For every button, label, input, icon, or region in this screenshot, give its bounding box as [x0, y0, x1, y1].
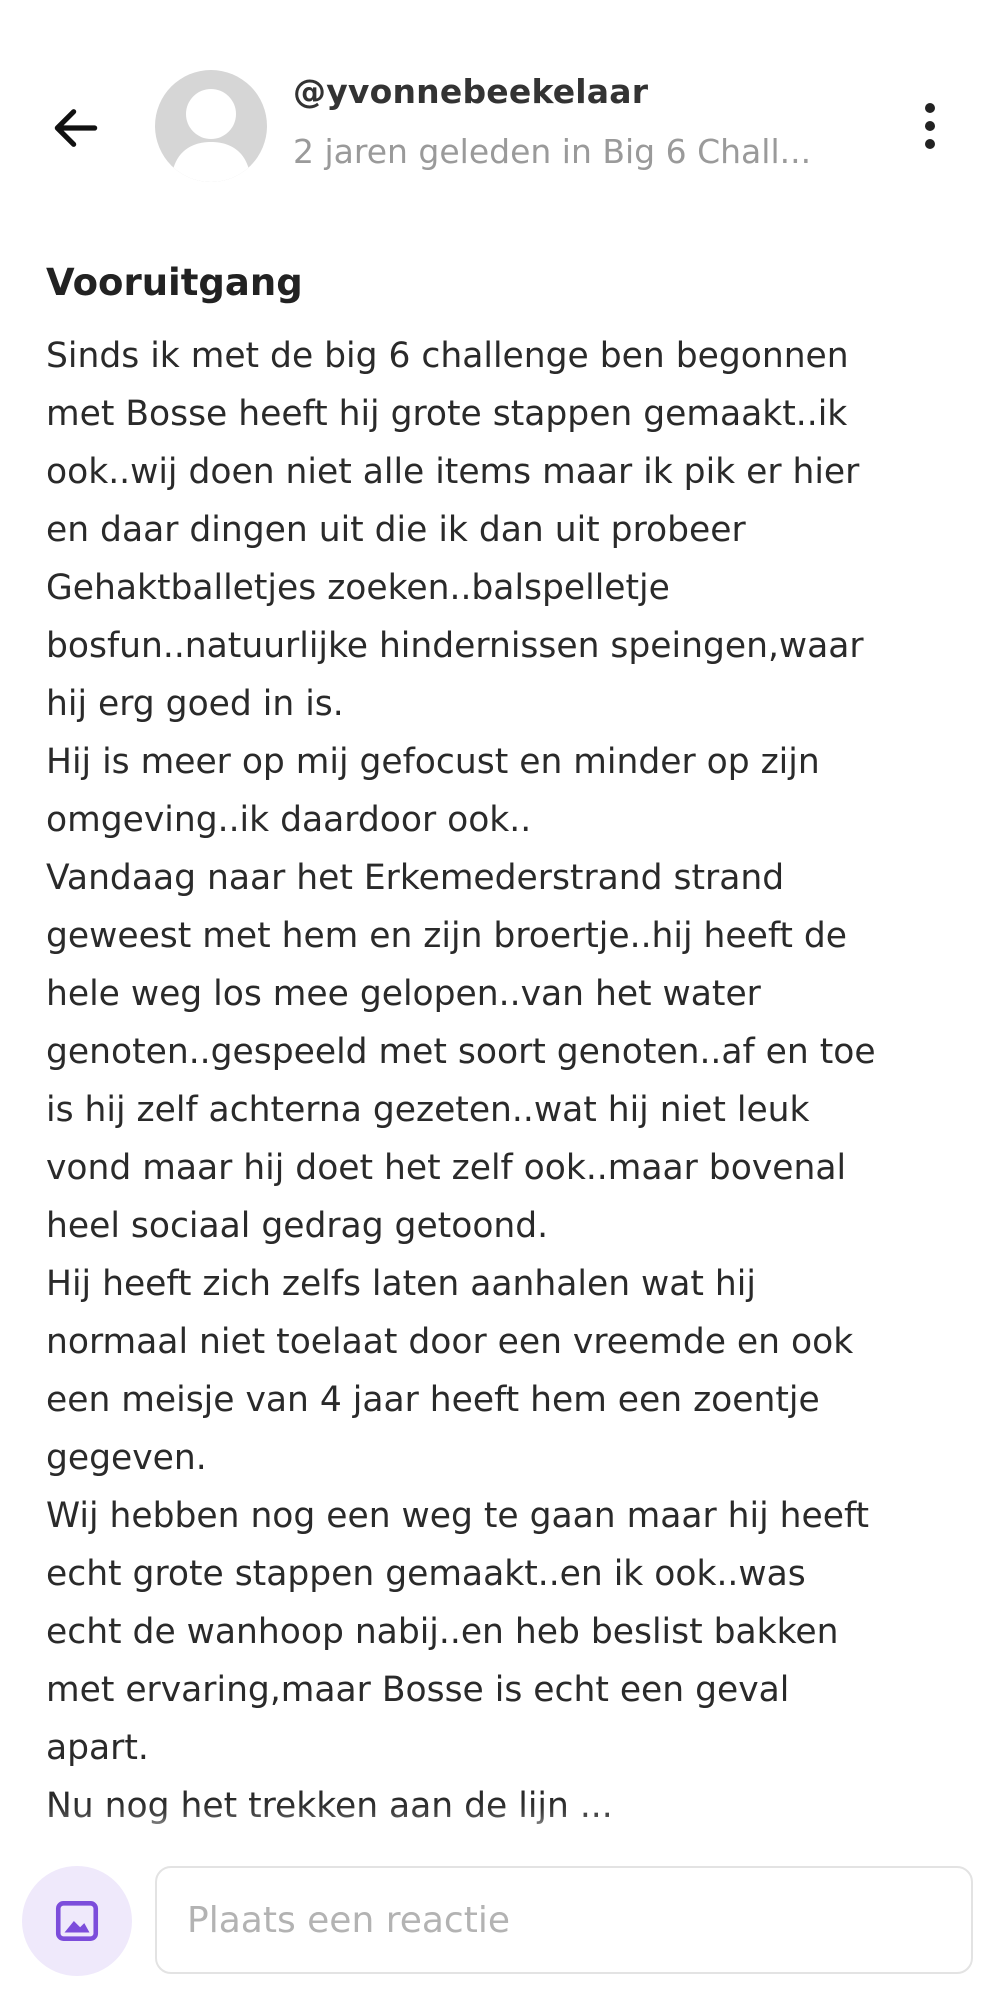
arrow-left-icon — [48, 100, 104, 156]
image-icon — [52, 1896, 102, 1946]
post-body-line: Wij hebben nog een weg te gaan maar hij heeft — [46, 1496, 870, 1536]
post-body-line: echt de wanhoop nabij..en heb beslist bakken — [46, 1612, 839, 1652]
comment-bar — [0, 1840, 996, 2000]
post-body-line: een meisje van 4 jaar heeft hem een zoentje — [46, 1380, 820, 1420]
post-body-line: omgeving..ik daardoor ook.. — [46, 800, 532, 840]
post-body-line: met ervaring,maar Bosse is echt een geval — [46, 1670, 790, 1710]
post-body-line: Hij heeft zich zelfs laten aanhalen wat hij — [46, 1264, 756, 1304]
post-body — [46, 327, 946, 1835]
more-options-button[interactable] — [905, 96, 955, 156]
post-body-line: ook..wij doen niet alle items maar ik pik er hier — [46, 452, 860, 492]
avatar[interactable] — [155, 70, 267, 182]
post-meta: 2 jaren geleden in Big 6 Chall... — [293, 132, 812, 171]
post-body-line: vond maar hij doet het zelf ook..maar bovenal — [46, 1148, 847, 1188]
post-body-line: Hij is meer op mij gefocust en minder op zijn — [46, 742, 820, 782]
author-username[interactable]: @yvonnebeekelaar — [293, 72, 649, 111]
post-body-line: Sinds ik met de big 6 challenge ben begonnen — [46, 336, 849, 376]
post-body-line: gegeven. — [46, 1438, 207, 1478]
post-body-line: genoten..gespeeld met soort genoten..af en toe — [46, 1032, 876, 1072]
post-body-line: hele weg los mee gelopen..van het water — [46, 974, 761, 1014]
post-body-line: apart. — [46, 1728, 149, 1768]
post-header — [0, 0, 996, 210]
back-button[interactable] — [40, 92, 112, 164]
kebab-menu-icon — [918, 100, 942, 152]
post-body-line: heel sociaal gedrag getoond. — [46, 1206, 549, 1246]
post-body-line: normaal niet toelaat door een vreemde en ook — [46, 1322, 854, 1362]
post-body-line: Vandaag naar het Erkemederstrand strand — [46, 858, 785, 898]
attach-image-button[interactable] — [22, 1866, 132, 1976]
post-body-line: bosfun..natuurlijke hindernissen speingen,waar — [46, 626, 864, 666]
comment-input[interactable] — [155, 1866, 973, 1974]
post-content — [46, 255, 946, 1835]
post-body-line: geweest met hem en zijn broertje..hij heeft de — [46, 916, 848, 956]
post-title: Vooruitgang — [46, 261, 303, 304]
user-silhouette-icon — [155, 70, 267, 182]
post-body-line: en daar dingen uit die ik dan uit probeer — [46, 510, 746, 550]
post-body-line: Gehaktballetjes zoeken..balspelletje — [46, 568, 670, 608]
post-body-line: met Bosse heeft hij grote stappen gemaakt..ik — [46, 394, 848, 434]
post-body-line: echt grote stappen gemaakt..en ik ook..was — [46, 1554, 806, 1594]
post-body-line: hij erg goed in is. — [46, 684, 344, 724]
post-body-line: is hij zelf achterna gezeten..wat hij niet leuk — [46, 1090, 810, 1130]
post-body-line: Nu nog het trekken aan de lijn ... — [46, 1786, 613, 1826]
